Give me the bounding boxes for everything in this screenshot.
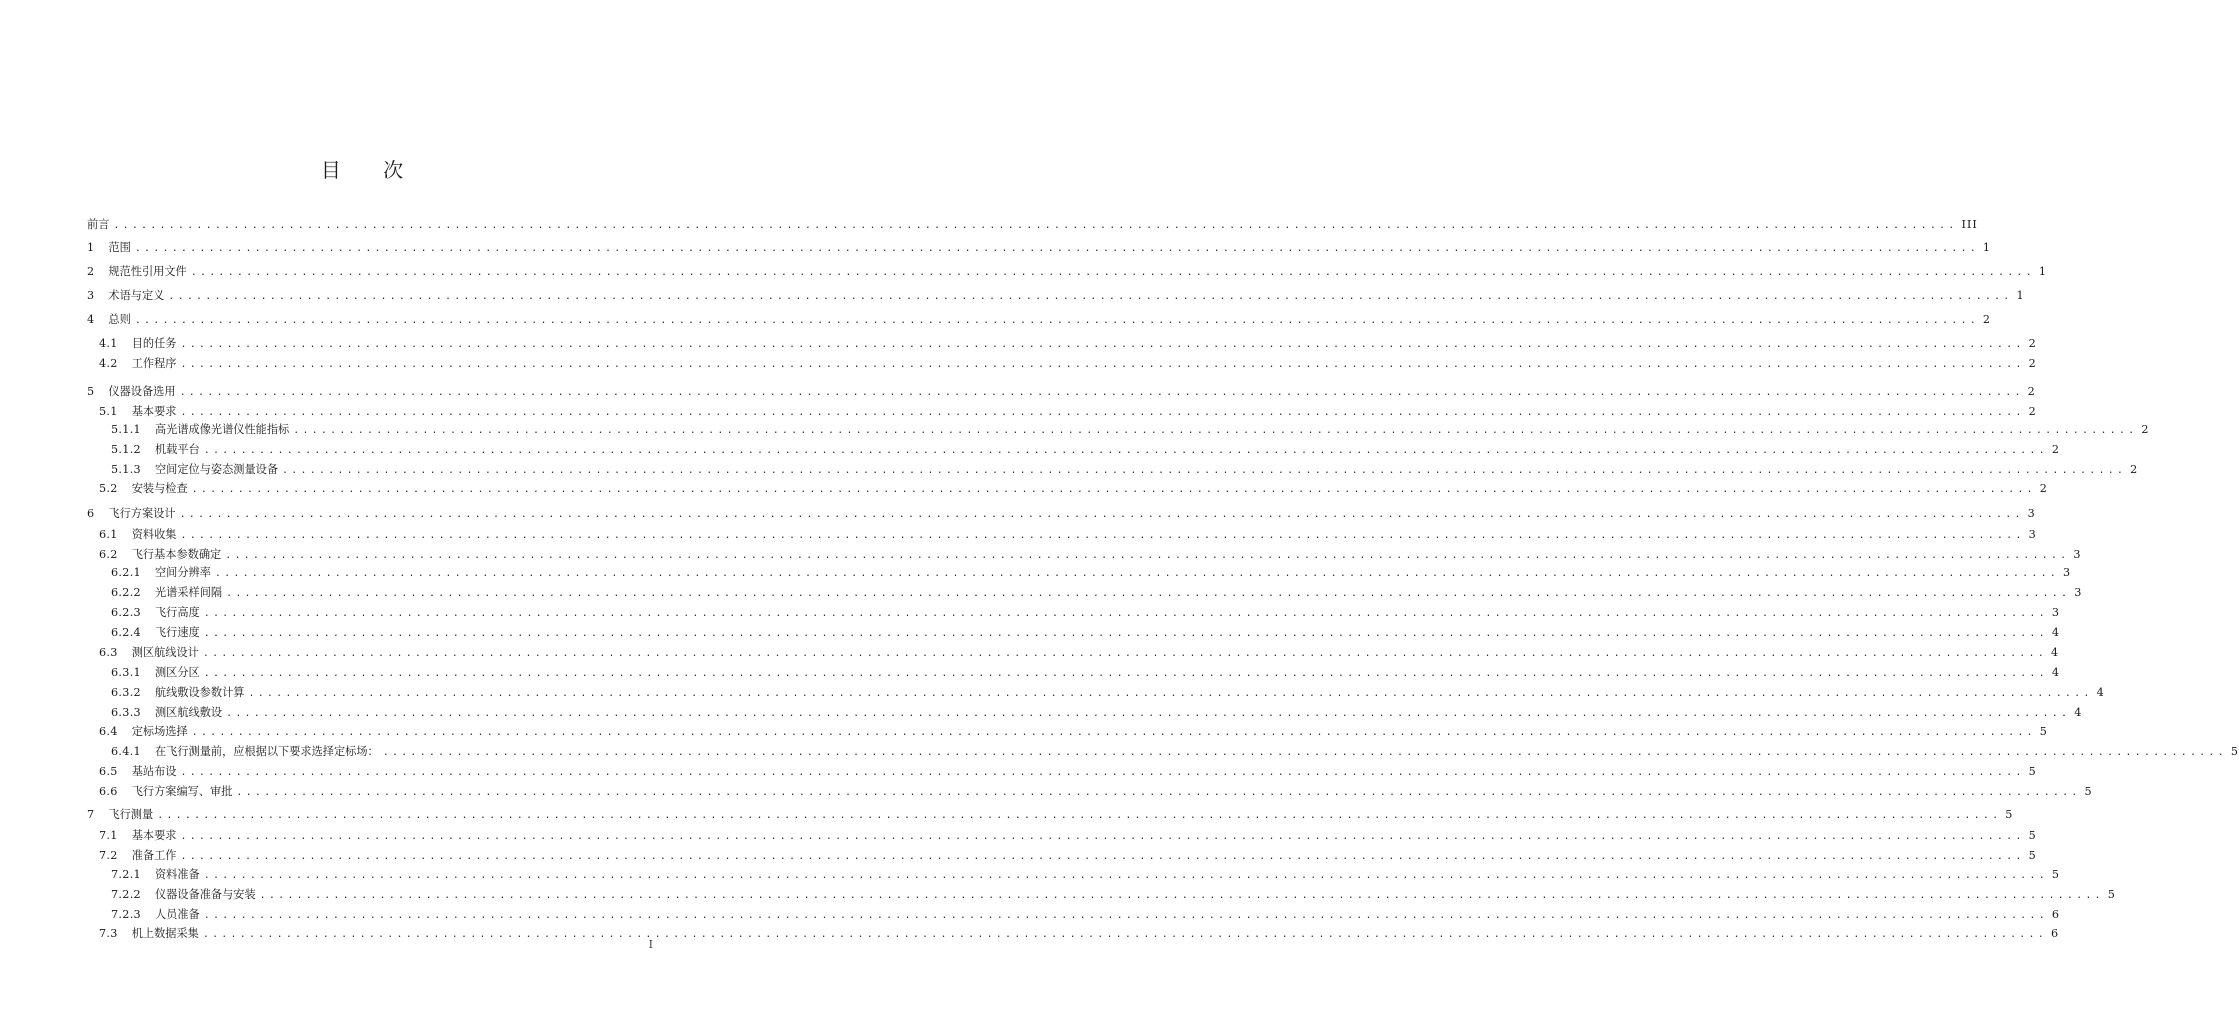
toc-entry-label (111, 866, 200, 884)
toc-entry-page: 2 (2028, 357, 2037, 370)
toc-entry-page: 5 (2084, 785, 2093, 798)
toc-entry-label (87, 383, 176, 401)
toc-entry[interactable] (87, 355, 2037, 373)
toc-entry-page: 4 (2051, 666, 2060, 679)
toc-dot-leader: ........................................................................................................................................................................................................ (168, 291, 2013, 302)
toc-entry-label (99, 526, 176, 544)
toc-dot-leader: ........................................................................................................................................................................................................ (191, 727, 2036, 738)
toc-entry-number: 6.2.2 (111, 586, 141, 599)
toc-entry-title: 基本要求 (131, 405, 177, 418)
toc-entry-page: 4 (2096, 686, 2105, 699)
toc-entry[interactable] (87, 546, 2082, 564)
toc-entry-title: 机载平台 (154, 443, 200, 456)
toc-dot-leader: ........................................................................................................................................................................................................ (134, 315, 1979, 326)
toc-entry-number: 7.2 (99, 849, 118, 862)
toc-entry[interactable] (87, 906, 2060, 924)
toc-entry-label (111, 624, 200, 642)
toc-dot-leader: ........................................................................................................................................................................................................ (203, 608, 2048, 619)
toc-dot-leader: ........................................................................................................................................................................................................ (180, 359, 2025, 370)
toc-entry-title: 总则 (108, 313, 131, 326)
toc-entry[interactable] (87, 505, 2036, 523)
toc-entry-number: 4.2 (99, 357, 118, 370)
toc-entry-label (111, 684, 244, 702)
toc-entry-number: 6.4.1 (111, 745, 141, 758)
toc-dot-leader: ........................................................................................................................................................................................................ (157, 810, 2002, 821)
toc-entry[interactable] (87, 624, 2060, 642)
toc-dot-leader: ........................................................................................................................................................................................................ (179, 509, 2024, 520)
toc-entry-number: 5.1.1 (111, 423, 141, 436)
toc-entry-title: 定标场选择 (131, 725, 188, 738)
toc-entry-page: 3 (2073, 548, 2082, 561)
toc-entry[interactable] (87, 403, 2037, 421)
toc-dot-leader: ........................................................................................................................................................................................................ (293, 425, 2138, 436)
toc-entry-number: 6.3.3 (111, 706, 141, 719)
toc-entry-title: 范围 (108, 241, 131, 254)
toc-entry-number: 4 (87, 313, 95, 326)
toc-entry-number: 5.1.3 (111, 463, 141, 476)
toc-entry-label (99, 925, 199, 943)
toc-entry[interactable] (87, 441, 2060, 459)
toc-entry-number: 6.6 (99, 785, 118, 798)
toc-entry[interactable] (87, 723, 2048, 741)
toc-entry-label (87, 505, 176, 523)
toc-entry-page: 5 (2028, 765, 2037, 778)
toc-entry-page: 3 (2027, 507, 2036, 520)
toc-entry-number: 7.1 (99, 829, 118, 842)
toc-entry-page: 2 (2027, 385, 2036, 398)
toc-entry-page: 5 (2028, 829, 2037, 842)
toc-entry[interactable] (87, 743, 2239, 761)
page-title: 目 次 (320, 158, 422, 182)
toc-entry-label (111, 743, 379, 761)
toc-entry-label (111, 704, 222, 722)
toc-entry-label (99, 763, 176, 781)
toc-entry-title: 飞行基本参数确定 (131, 548, 222, 561)
toc-dot-leader: ........................................................................................................................................................................................................ (180, 530, 2025, 541)
toc-entry-page: 5 (2005, 808, 2014, 821)
toc-entry-number: 5.2 (99, 482, 118, 495)
toc-entry-number: 6.5 (99, 765, 118, 778)
toc-entry-number: 5.1.2 (111, 443, 141, 456)
toc-entry-label (111, 886, 256, 904)
toc-entry-label (99, 723, 188, 741)
toc-entry-label (99, 546, 221, 564)
toc-entry-number: 6.3 (99, 646, 118, 659)
toc-entry-number: 1 (87, 241, 95, 254)
toc-dot-leader: ........................................................................................................................................................................................................ (226, 708, 2071, 719)
toc-entry-title: 机上数据采集 (131, 927, 199, 940)
toc-dot-leader: ........................................................................................................................................................................................................ (202, 929, 2047, 940)
toc-entry[interactable] (87, 383, 2036, 401)
toc-entry-title: 飞行测量 (108, 808, 154, 821)
toc-entry-number: 6.2.4 (111, 626, 141, 639)
toc-entry-title: 测区航线敷设 (154, 706, 223, 719)
toc-entry-page: 5 (2230, 745, 2239, 758)
toc-entry-page: 5 (2051, 868, 2060, 881)
toc-entry-title: 基站布设 (131, 765, 177, 778)
toc-entry-number: 5.1 (99, 405, 118, 418)
toc-entry[interactable] (87, 886, 2116, 904)
toc-entry[interactable] (87, 806, 2014, 824)
toc-entry-page: 1 (1982, 241, 1992, 254)
toc-entry-number: 2 (87, 265, 95, 278)
toc-entry-title: 前言 (87, 218, 110, 231)
toc-entry-title: 工作程序 (131, 357, 177, 370)
toc-entry-number: 6.2.3 (111, 606, 141, 619)
toc-entry[interactable] (87, 216, 1978, 234)
toc-entry[interactable] (87, 480, 2048, 498)
toc-entry[interactable] (87, 263, 2047, 281)
toc-entry-page: 2 (2028, 337, 2037, 350)
toc-entry-title: 在飞行测量前，应根据以下要求选择定标场： (154, 745, 379, 758)
toc-entry-page: 3 (2028, 528, 2037, 541)
toc-entry-page: 3 (2063, 566, 2072, 579)
toc-entry-page: 5 (2039, 725, 2048, 738)
toc-entry-title: 规范性引用文件 (108, 265, 187, 278)
toc-entry-title: 飞行方案设计 (108, 507, 176, 520)
toc-entry-page: 2 (2028, 405, 2037, 418)
toc-dot-leader: ........................................................................................................................................................................................................ (282, 465, 2127, 476)
toc-entry-label (99, 644, 199, 662)
toc-entry-label (87, 216, 109, 234)
toc-entry-title: 空间定位与姿态测量设备 (154, 463, 279, 476)
toc-entry[interactable] (87, 287, 2025, 305)
toc-entry-page: 3 (2074, 586, 2083, 599)
toc-entry[interactable] (87, 866, 2060, 884)
toc-entry-label (111, 564, 211, 582)
toc-entry-number: 7.2.2 (111, 888, 141, 901)
toc-dot-leader: ........................................................................................................................................................................................................ (180, 339, 2025, 350)
toc-entry-title: 仪器设备准备与安装 (154, 888, 256, 901)
toc-entry[interactable] (87, 684, 2105, 702)
toc-entry-number: 3 (87, 289, 95, 302)
toc-entry[interactable] (87, 335, 2037, 353)
toc-entry-label (111, 441, 200, 459)
toc-dot-leader: ........................................................................................................................................................................................................ (191, 484, 2036, 495)
toc-entry-title: 空间分辨率 (154, 566, 211, 579)
toc-entry-page: III (1961, 218, 1978, 231)
toc-dot-leader: ........................................................................................................................................................................................................ (190, 267, 2035, 278)
toc-entry-page: 6 (2050, 927, 2060, 940)
toc-dot-leader: ........................................................................................................................................................................................................ (134, 243, 1979, 254)
toc-entry[interactable] (87, 604, 2060, 622)
toc-dot-leader: ........................................................................................................................................................................................................ (180, 407, 2025, 418)
footer-page-number: I (648, 938, 653, 951)
toc-entry-title: 术语与定义 (108, 289, 165, 302)
toc-entry-title: 安装与检查 (131, 482, 188, 495)
toc-entry-number: 7 (87, 808, 95, 821)
toc-entry-label (111, 461, 278, 479)
toc-entry-page: 1 (2016, 289, 2025, 302)
toc-entry-title: 光谱采样间隔 (154, 586, 223, 599)
toc-entry-label (111, 584, 222, 602)
toc-dot-leader: ........................................................................................................................................................................................................ (236, 787, 2081, 798)
toc-entry-title: 飞行高度 (154, 606, 200, 619)
toc-entry-label (99, 403, 176, 421)
toc-entry-title: 目的任务 (131, 337, 177, 350)
toc-entry-page: 1 (2038, 265, 2047, 278)
toc-entry-title: 基本要求 (131, 829, 177, 842)
toc-dot-leader: ........................................................................................................................................................................................................ (203, 870, 2048, 881)
toc-entry-number: 6.2.1 (111, 566, 141, 579)
toc-entry-page: 4 (2050, 646, 2060, 659)
toc-entry[interactable] (87, 664, 2060, 682)
toc-dot-leader: ........................................................................................................................................................................................................ (180, 767, 2025, 778)
toc-entry-page: 3 (2051, 606, 2060, 619)
toc-entry[interactable] (87, 239, 1992, 257)
toc-dot-leader: ........................................................................................................................................................................................................ (179, 387, 2024, 398)
toc-entry[interactable] (87, 461, 2139, 479)
toc-entry-title: 资料准备 (154, 868, 200, 881)
toc-entry-title: 高光谱成像光谱仪性能指标 (154, 423, 290, 436)
toc-entry[interactable] (87, 925, 2060, 943)
toc-entry-label (87, 311, 131, 329)
toc-dot-leader: ........................................................................................................................................................................................................ (113, 220, 1958, 231)
toc-entry-label (87, 806, 153, 824)
toc-entry-label (111, 906, 200, 924)
toc-entry-label (99, 783, 232, 801)
toc-entry[interactable] (87, 644, 2060, 662)
toc-entry-title: 资料收集 (131, 528, 177, 541)
toc-entry-number: 4.1 (99, 337, 118, 350)
toc-entry-label (87, 287, 164, 305)
toc-entry-title: 航线敷设参数计算 (154, 686, 245, 699)
toc-entry-page: 2 (2039, 482, 2048, 495)
toc-entry[interactable] (87, 584, 2083, 602)
toc-dot-leader: ........................................................................................................................................................................................................ (225, 550, 2070, 561)
toc-entry-page: 2 (2130, 463, 2139, 476)
toc-entry-title: 仪器设备选用 (108, 385, 176, 398)
toc-entry-number: 6.2 (99, 548, 118, 561)
toc-entry-page: 2 (1982, 313, 1992, 326)
toc-entry-label (87, 239, 131, 257)
toc-entry-number: 6.3.1 (111, 666, 141, 679)
toc-entry-label (99, 827, 176, 845)
toc-entry[interactable] (87, 704, 2083, 722)
toc-entry[interactable] (87, 526, 2037, 544)
toc-entry-page: 5 (2028, 849, 2037, 862)
toc-dot-leader: ........................................................................................................................................................................................................ (382, 747, 2227, 758)
toc-dot-leader: ........................................................................................................................................................................................................ (203, 628, 2048, 639)
toc-entry-number: 6.3.2 (111, 686, 141, 699)
toc-entry-number: 6.1 (99, 528, 118, 541)
toc-entry[interactable] (87, 847, 2037, 865)
toc-dot-leader: ........................................................................................................................................................................................................ (202, 648, 2047, 659)
toc-dot-leader: ........................................................................................................................................................................................................ (180, 831, 2025, 842)
toc-entry-page: 5 (2107, 888, 2116, 901)
toc-entry-number: 5 (87, 385, 95, 398)
toc-entry[interactable] (87, 311, 1992, 329)
toc-entry[interactable] (87, 421, 2150, 439)
toc-entry-page: 4 (2074, 706, 2083, 719)
toc-entry-label (111, 604, 200, 622)
toc-entry-number: 6 (87, 507, 95, 520)
toc-entry-label (99, 847, 176, 865)
toc-entry-number: 7.3 (99, 927, 118, 940)
toc-entry-title: 人员准备 (154, 908, 200, 921)
toc-entry-page: 2 (2051, 443, 2060, 456)
toc-entry-title: 飞行方案编写、审批 (131, 785, 233, 798)
toc-entry-title: 飞行速度 (154, 626, 200, 639)
toc-dot-leader: ........................................................................................................................................................................................................ (259, 890, 2104, 901)
toc-entry-page: 4 (2051, 626, 2060, 639)
toc-entry[interactable] (87, 783, 2093, 801)
toc-entry-label (87, 263, 187, 281)
toc-entry[interactable] (87, 564, 2072, 582)
toc-entry-number: 6.4 (99, 725, 118, 738)
toc-dot-leader: ........................................................................................................................................................................................................ (203, 910, 2048, 921)
toc-dot-leader: ........................................................................................................................................................................................................ (180, 851, 2025, 862)
toc-entry-title: 准备工作 (131, 849, 177, 862)
toc-dot-leader: ........................................................................................................................................................................................................ (203, 668, 2048, 679)
toc-dot-leader: ........................................................................................................................................................................................................ (214, 568, 2060, 579)
toc-dot-leader: ........................................................................................................................................................................................................ (203, 445, 2048, 456)
toc-entry-page: 6 (2051, 908, 2060, 921)
toc-dot-leader: ........................................................................................................................................................................................................ (248, 688, 2093, 699)
toc-entry-label (99, 335, 176, 353)
toc-entry-number: 7.2.1 (111, 868, 141, 881)
toc-dot-leader: ........................................................................................................................................................................................................ (226, 588, 2071, 599)
toc-entry-label (111, 421, 289, 439)
toc-entry-label (99, 355, 176, 373)
toc-entry[interactable] (87, 827, 2037, 845)
toc-entry-label (111, 664, 200, 682)
toc-entry-title: 测区航线设计 (131, 646, 199, 659)
toc-entry-page: 2 (2141, 423, 2150, 436)
toc-entry-title: 测区分区 (154, 666, 200, 679)
toc-entry[interactable] (87, 763, 2037, 781)
toc-entry-label (99, 480, 188, 498)
toc-entry-number: 7.2.3 (111, 908, 141, 921)
